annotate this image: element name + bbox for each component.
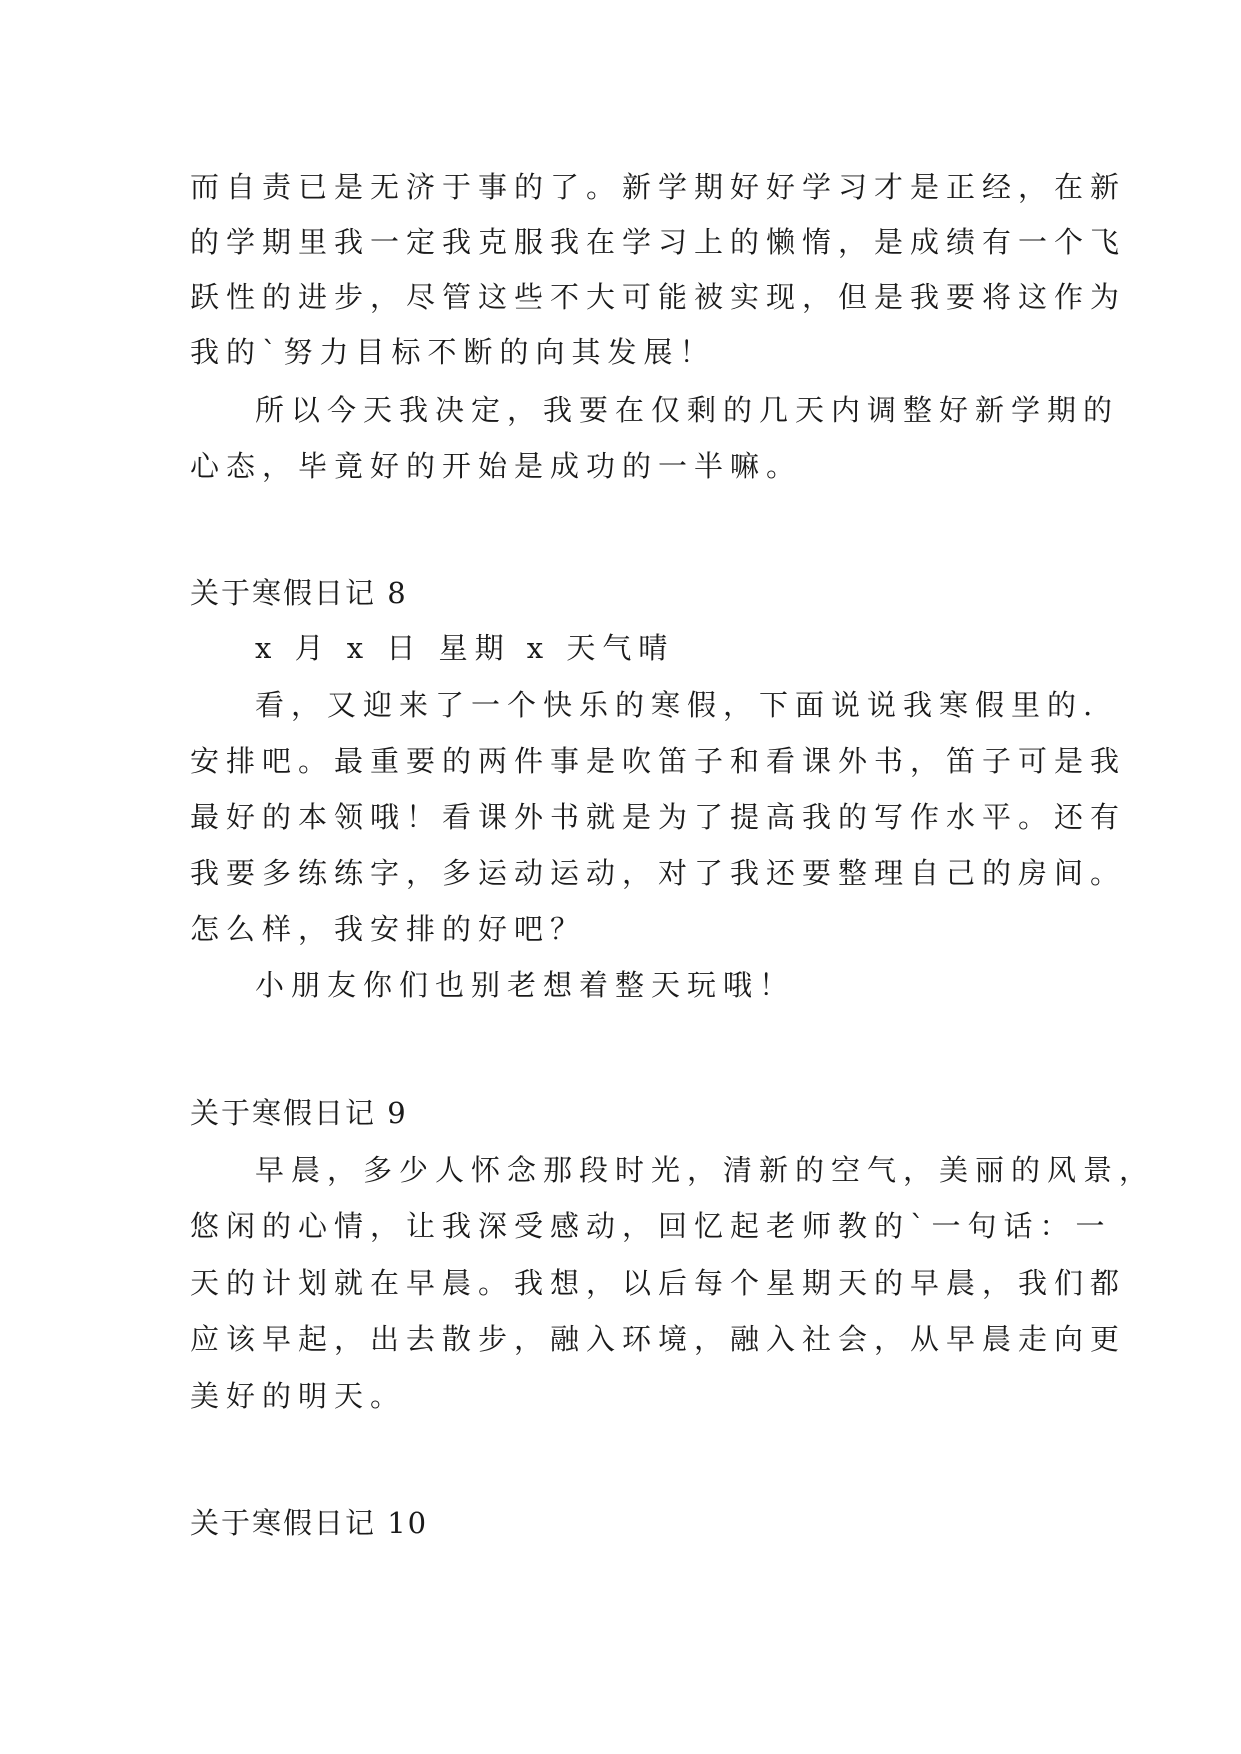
paragraph-line: 美好的明天。 — [190, 1379, 407, 1413]
paragraph-line: 所以今天我决定，我要在仅剩的几天内调整好新学期的 — [255, 393, 1120, 427]
paragraph-line: 看，又迎来了一个快乐的寒假，下面说说我寒假里的. — [255, 688, 1100, 722]
paragraph-line: 小朋友你们也别老想着整天玩哦！ — [255, 968, 796, 1002]
paragraph-line: 怎么样，我安排的好吧？ — [190, 912, 587, 946]
paragraph-line: 心态，毕竟好的开始是成功的一半嘛。 — [190, 449, 803, 483]
paragraph-line: 最好的本领哦！看课外书就是为了提高我的写作水平。还有 — [190, 800, 1127, 834]
paragraph-line: 早晨，多少人怀念那段时光，清新的空气，美丽的风景， — [255, 1153, 1156, 1187]
section-heading: 关于寒假日记 8 — [190, 576, 408, 610]
paragraph-line: 跃性的进步，尽管这些不大可能被实现，但是我要将这作为 — [190, 280, 1127, 314]
section-heading: 关于寒假日记 9 — [190, 1096, 408, 1130]
paragraph-line: 应该早起，出去散步，融入环境，融入社会，从早晨走向更 — [190, 1322, 1127, 1356]
paragraph-line: 悠闲的心情，让我深受感动，回忆起老师教的`一句话：一 — [190, 1209, 1112, 1243]
date-line: x 月 x 日 星期 x 天气晴 — [255, 631, 675, 665]
paragraph-line: 安排吧。最重要的两件事是吹笛子和看课外书，笛子可是我 — [190, 744, 1127, 778]
paragraph-line: 的学期里我一定我克服我在学习上的懒惰，是成绩有一个飞 — [190, 225, 1127, 259]
paragraph-line: 而自责已是无济于事的了。新学期好好学习才是正经，在新 — [190, 170, 1127, 204]
paragraph-line: 我的`努力目标不断的向其发展！ — [190, 335, 716, 369]
paragraph-line: 天的计划就在早晨。我想，以后每个星期天的早晨，我们都 — [190, 1266, 1127, 1300]
paragraph-line: 我要多练练字，多运动运动，对了我还要整理自己的房间。 — [190, 856, 1127, 890]
section-heading: 关于寒假日记 10 — [190, 1506, 429, 1540]
